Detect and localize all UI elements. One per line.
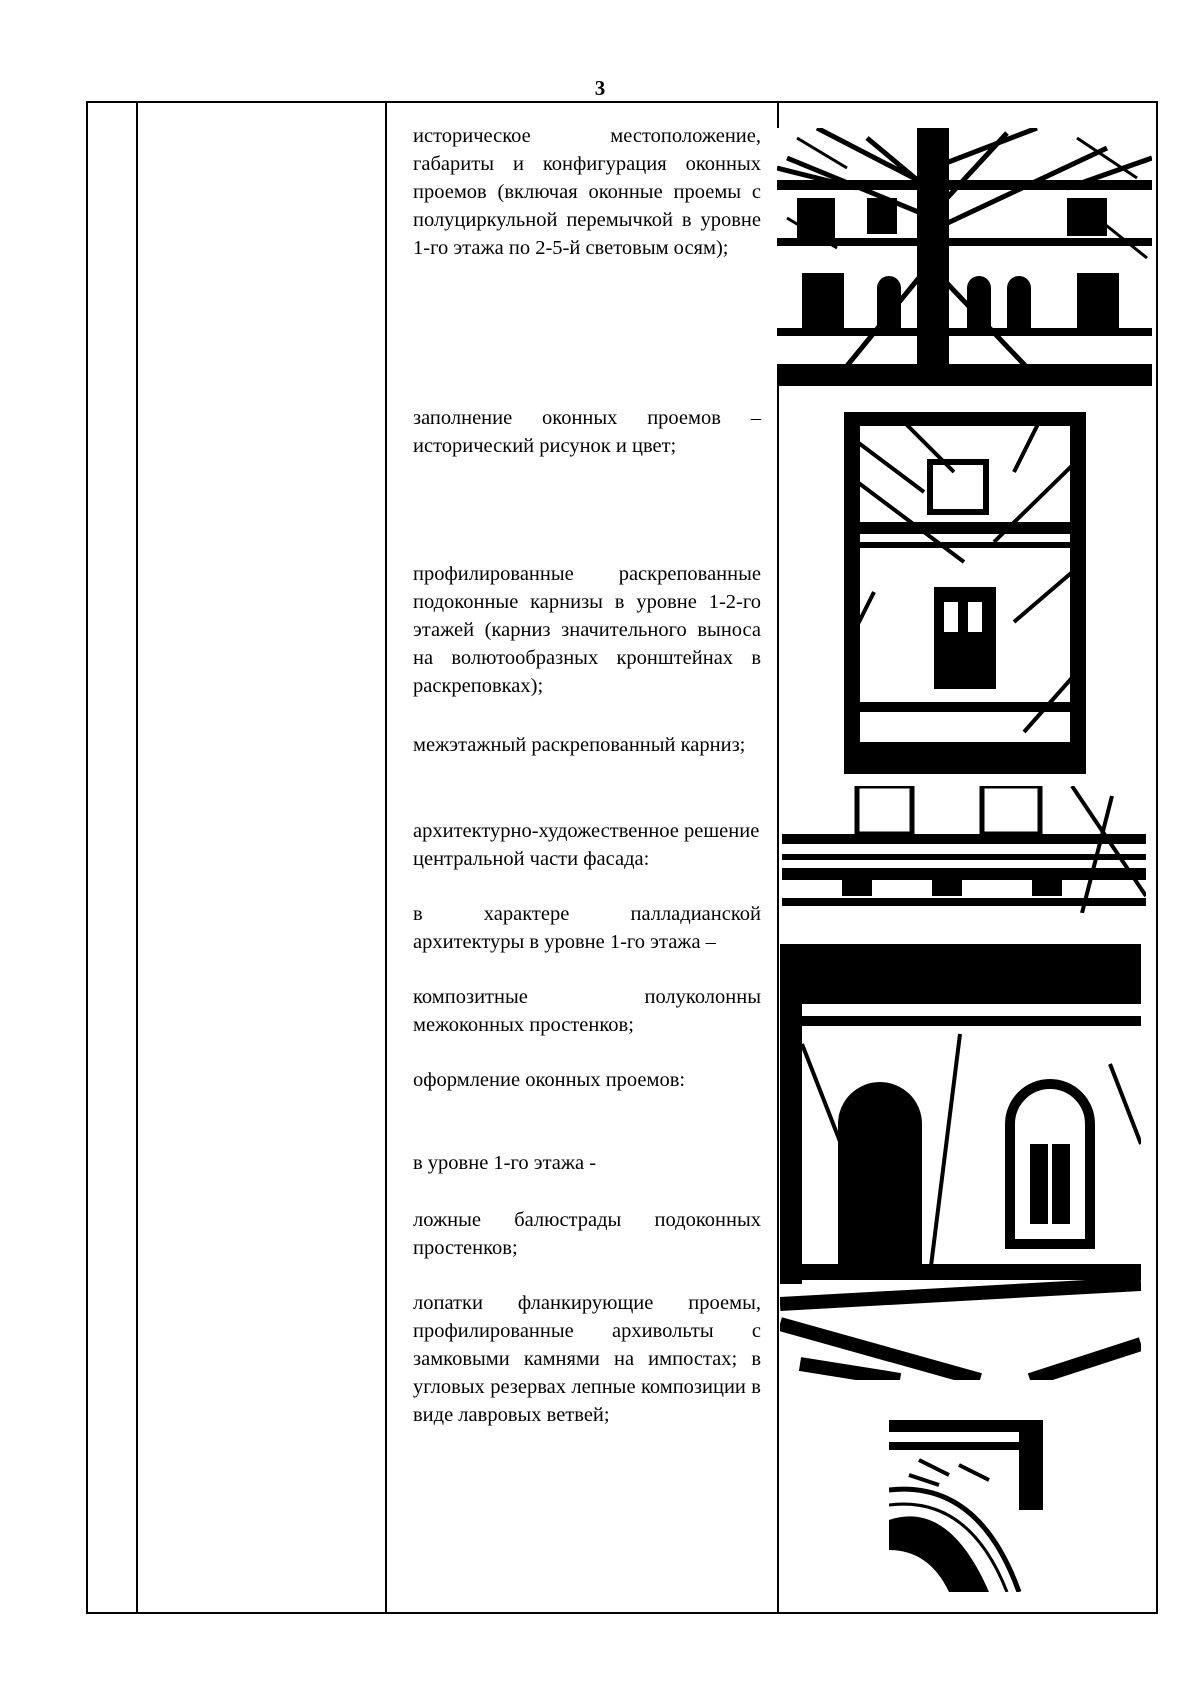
arched-windows-photo: [780, 944, 1141, 1380]
text-item: архитектурно-художественное решение центральной части фасада:: [413, 820, 760, 870]
text-item: в характере палладианской архитектуры в уровне 1-го этажа –: [413, 903, 761, 953]
text-item: композитные полуколонны межоконных простенков;: [413, 986, 761, 1036]
interfloor-cornice-photo: [782, 786, 1146, 913]
window-fill-photo: [844, 412, 1086, 774]
text-item: историческое местоположение, габариты и конфигурация оконных проемов (включая оконные проемы с полуциркульной перемычкой в уровне 1-го этажа по 2-5-й световым осям);: [413, 125, 761, 259]
text-item: заполнение оконных проемов – исторический рисунок и цвет;: [413, 407, 761, 457]
text-item: в уровне 1-го этажа -: [413, 1152, 597, 1174]
text-item: межэтажный раскрепованный карниз;: [413, 734, 746, 756]
column-divider: [136, 103, 138, 1612]
column-divider: [385, 103, 387, 1612]
text-item: ложные балюстрады подоконных простенков;: [413, 1209, 761, 1259]
page-number: 3: [594, 76, 606, 100]
facade-windows-photo: [777, 128, 1152, 386]
text-item: профилированные раскрепованные подоконные карнизы в уровне 1-2-го этажей (карниз значительного выноса на волютообразных кронштейнах в раскреповках);: [413, 563, 761, 697]
text-item: оформление оконных проемов:: [413, 1069, 686, 1091]
archivolt-detail-photo: [889, 1420, 1043, 1592]
text-item: лопатки фланкирующие проемы, профилированные архивольты с замковыми камнями на импостах; в угловых резервах лепные композиции в виде лавровых ветвей;: [413, 1292, 761, 1426]
